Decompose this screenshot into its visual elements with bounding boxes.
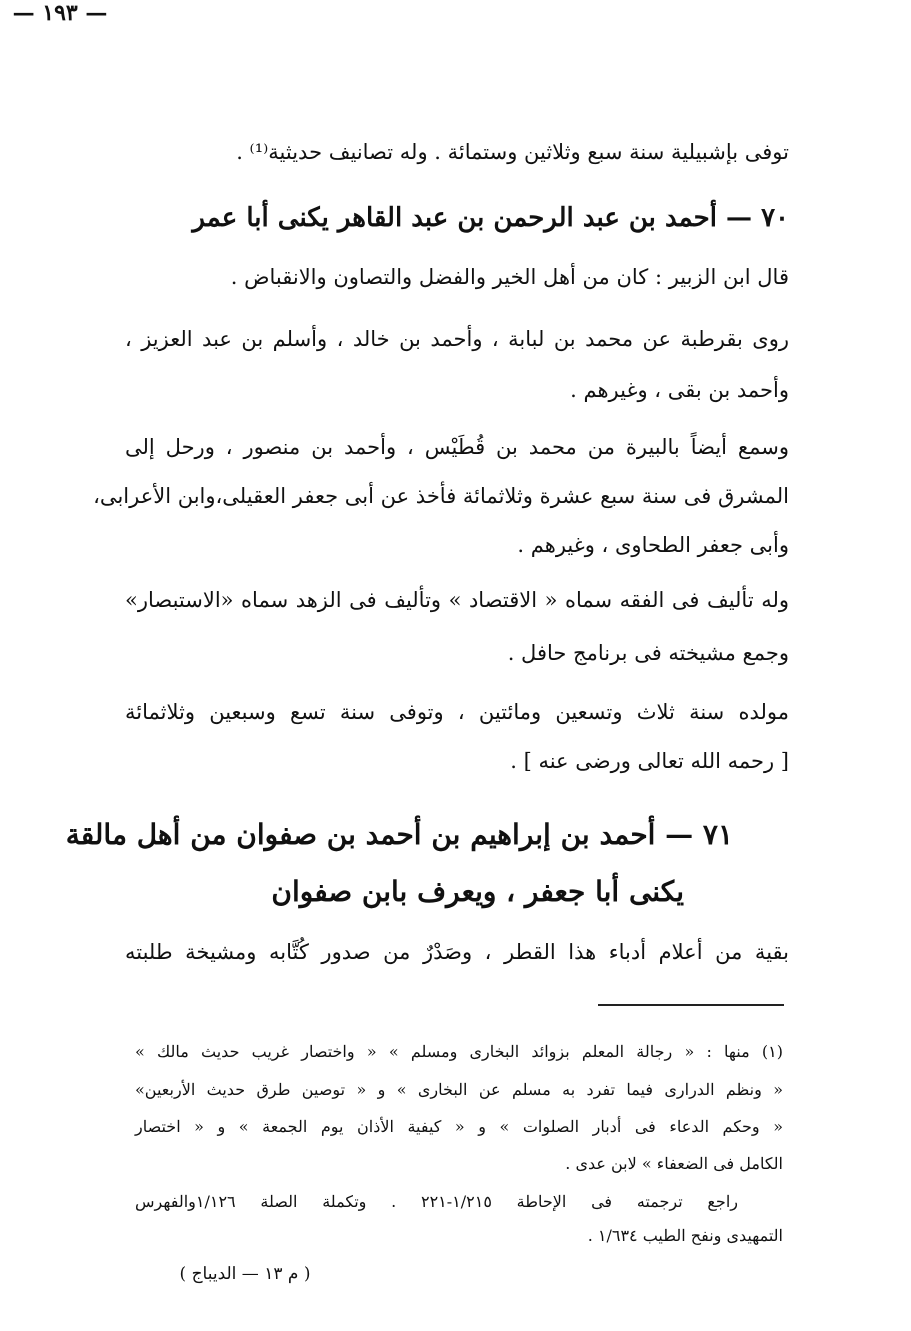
footnote-line: التمهيدى ونفح الطيب ١/٦٣٤ . [587,1226,783,1245]
text-line: وله تأليف فى الفقه سماه « الاقتصاد » وتأليف فى الزهد سماه «الاستبصار» [125,588,789,612]
footnote-line: « وحكم الدعاء فى أدبار الصلوات » و « كيفية الأذان يوم الجمعة » و « اختصار [135,1117,783,1136]
text-line: وأحمد بن بقى ، وغيرهم . [570,378,789,402]
footnote-line: الكامل فى الضعفاء » لابن عدى . [565,1154,783,1173]
entry-heading-71: ٧١ — أحمد بن إبراهيم بن أحمد بن صفوان من أهل مالقة [65,818,733,851]
text-line: [ رحمه الله تعالى ورضى عنه ] . [510,749,789,773]
page-number: — ١٩٣ — [12,0,108,26]
entry-subheading-71: يكنى أبا جعفر ، ويعرف بابن صفوان [271,875,684,908]
text-line-continuation: توفى بإشبيلية سنة سبع وثلاثين وستمائة . وله تصانيف حديثية⁽¹⁾ . [236,140,789,164]
text-line: المشرق فى سنة سبع عشرة وثلاثمائة فأخذ عن أبى جعفر العقيلى،وابن الأعرابى، [93,484,789,508]
entry-heading-70: ٧٠ — أحمد بن عبد الرحمن بن عبد القاهر يكنى أبا عمر [192,203,789,233]
footnote-line: (١) منها : « رجالة المعلم بزوائد البخارى ومسلم » « واختصار غريب حديث مالك » [135,1042,783,1061]
text-line: روى بقرطبة عن محمد بن لبابة ، وأحمد بن خالد ، وأسلم بن عبد العزيز ، [125,327,789,351]
footnote-line: « ونظم الدرارى فيما تفرد به مسلم عن البخارى » و « توصين طرق حديث الأربعين» [135,1080,783,1099]
footnote-line: راجع ترجمته فى الإحاطة ١/٢١٥-٢٢١ . وتكملة الصلة ١/١٢٦والفهرس [135,1192,738,1211]
text-line: وأبى جعفر الطحاوى ، وغيرهم . [517,533,789,557]
printer-signature: ( م ١٣ — الديباج ) [179,1264,311,1284]
text-line: بقية من أعلام أدباء هذا القطر ، وصَدْرٌ من صدور كُتَّابه ومشيخة طلبته [125,940,789,964]
footnote-separator [598,1004,784,1006]
text-line: قال ابن الزبير : كان من أهل الخير والفضل والتصاون والانقباض . [230,265,789,289]
text-line: وجمع مشيخته فى برنامج حافل . [507,641,789,665]
text-line: وسمع أيضاً بالبيرة من محمد بن قُطَيْس ، وأحمد بن منصور ، ورحل إلى [125,435,789,459]
text-line: مولده سنة ثلاث وتسعين ومائتين ، وتوفى سنة تسع وسبعين وثلاثمائة [125,700,789,724]
